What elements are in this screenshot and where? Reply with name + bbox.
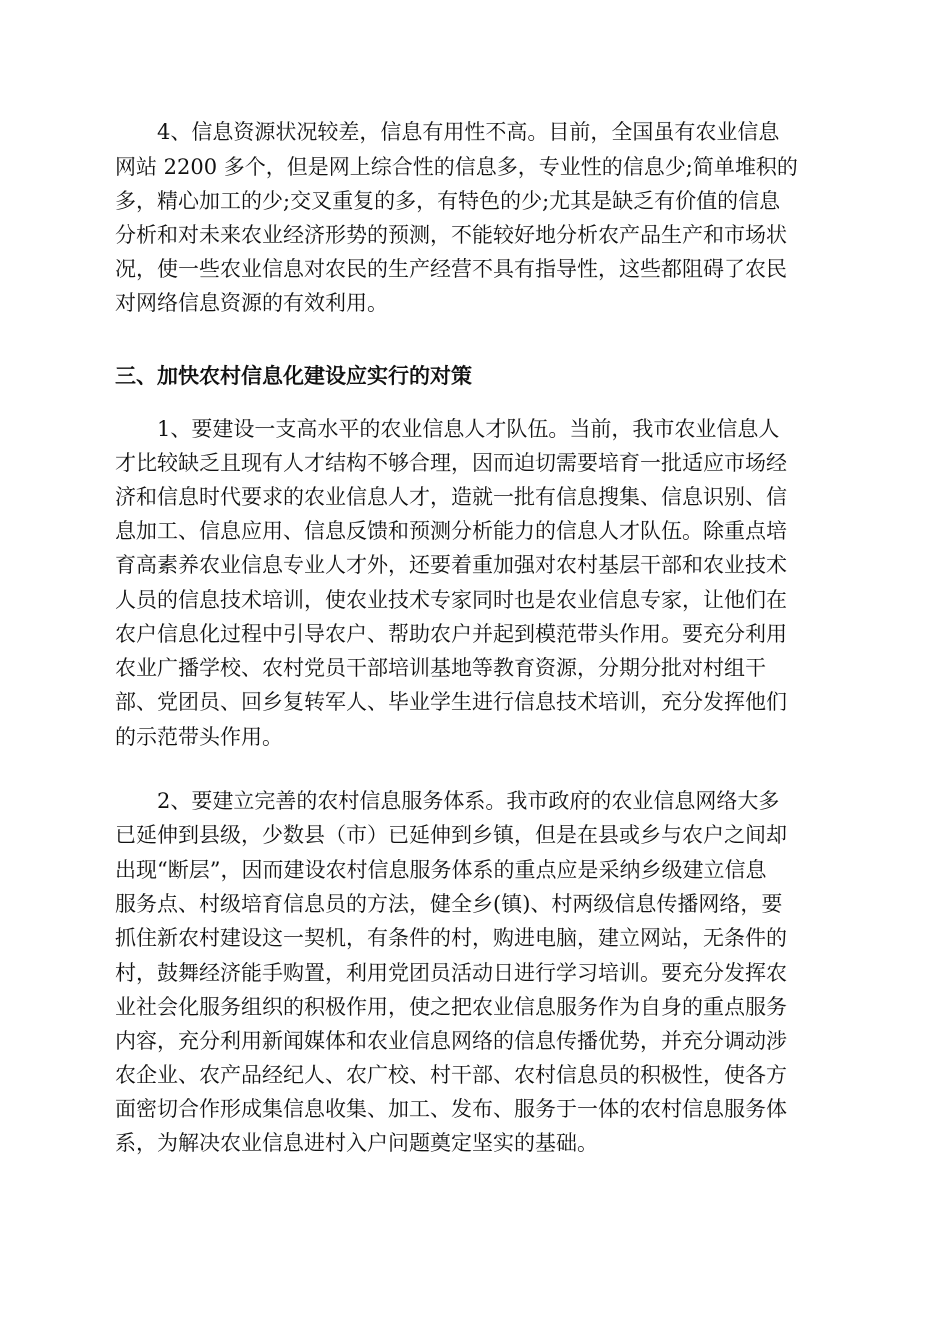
text-line: 网站 2200 多个，但是网上综合性的信息多，专业性的信息少;简单堆积的 (115, 155, 798, 179)
text-line: 4、信息资源状况较差，信息有用性不高。目前，全国虽有农业信息 (115, 120, 780, 144)
text-line: 多，精心加工的少;交叉重复的多，有特色的少;尤其是缺乏有价值的信息 (115, 189, 781, 213)
text-line: 才比较缺乏且现有人才结构不够合理，因而迫切需要培育一批适应市场经 (115, 451, 787, 475)
text-line: 服务点、村级培育信息员的方法，健全乡(镇)、村两级信息传播网络，要 (115, 892, 783, 916)
text-line: 出现“断层”，因而建设农村信息服务体系的重点应是采纳乡级建立信息 (115, 858, 767, 882)
text-line: 村，鼓舞经济能手购置，利用党团员活动日进行学习培训。要充分发挥农 (115, 961, 787, 985)
text-line: 业社会化服务组织的积极作用，使之把农业信息服务作为自身的重点服务 (115, 995, 787, 1019)
text-line: 况，使一些农业信息对农民的生产经营不具有指导性，这些都阻碍了农民 (115, 257, 787, 281)
text-line: 对网络信息资源的有效利用。 (115, 291, 388, 315)
text-line: 育高素养农业信息专业人才外，还要着重加强对农村基层干部和农业技术 (115, 553, 787, 577)
text-line: 系，为解决农业信息进村入户问题奠定坚实的基础。 (115, 1131, 598, 1155)
text-line: 人员的信息技术培训，使农业技术专家同时也是农业信息专家，让他们在 (115, 588, 787, 612)
text-line: 息加工、信息应用、信息反馈和预测分析能力的信息人才队伍。除重点培 (115, 519, 787, 543)
text-line: 部、党团员、回乡复转军人、毕业学生进行信息技术培训，充分发挥他们 (115, 690, 787, 714)
text-line: 抓住新农村建设这一契机，有条件的村，购进电脑，建立网站，无条件的 (115, 926, 787, 950)
text-line: 农户信息化过程中引导农户、帮助农户并起到模范带头作用。要充分利用 (115, 622, 787, 646)
text-line: 2、要建立完善的农村信息服务体系。我市政府的农业信息网络大多 (115, 789, 780, 813)
text-line: 农企业、农产品经纪人、农广校、村干部、农村信息员的积极性，使各方 (115, 1063, 787, 1087)
text-line: 内容，充分利用新闻媒体和农业信息网络的信息传播优势，并充分调动涉 (115, 1029, 787, 1053)
text-line: 面密切合作形成集信息收集、加工、发布、服务于一体的农村信息服务体 (115, 1097, 787, 1121)
text-line: 1、要建设一支高水平的农业信息人才队伍。当前，我市农业信息人 (115, 417, 780, 441)
section-heading: 三、加快农村信息化建设应实行的对策 (115, 364, 472, 388)
text-line: 农业广播学校、农村党员干部培训基地等教育资源，分期分批对村组干 (115, 656, 766, 680)
text-line: 已延伸到县级，少数县（市）已延伸到乡镇，但是在县或乡与农户之间却 (115, 823, 787, 847)
text-line: 济和信息时代要求的农业信息人才，造就一批有信息搜集、信息识别、信 (115, 485, 787, 509)
text-line: 分析和对未来农业经济形势的预测，不能较好地分析农产品生产和市场状 (115, 223, 787, 247)
text-line: 的示范带头作用。 (115, 725, 283, 749)
